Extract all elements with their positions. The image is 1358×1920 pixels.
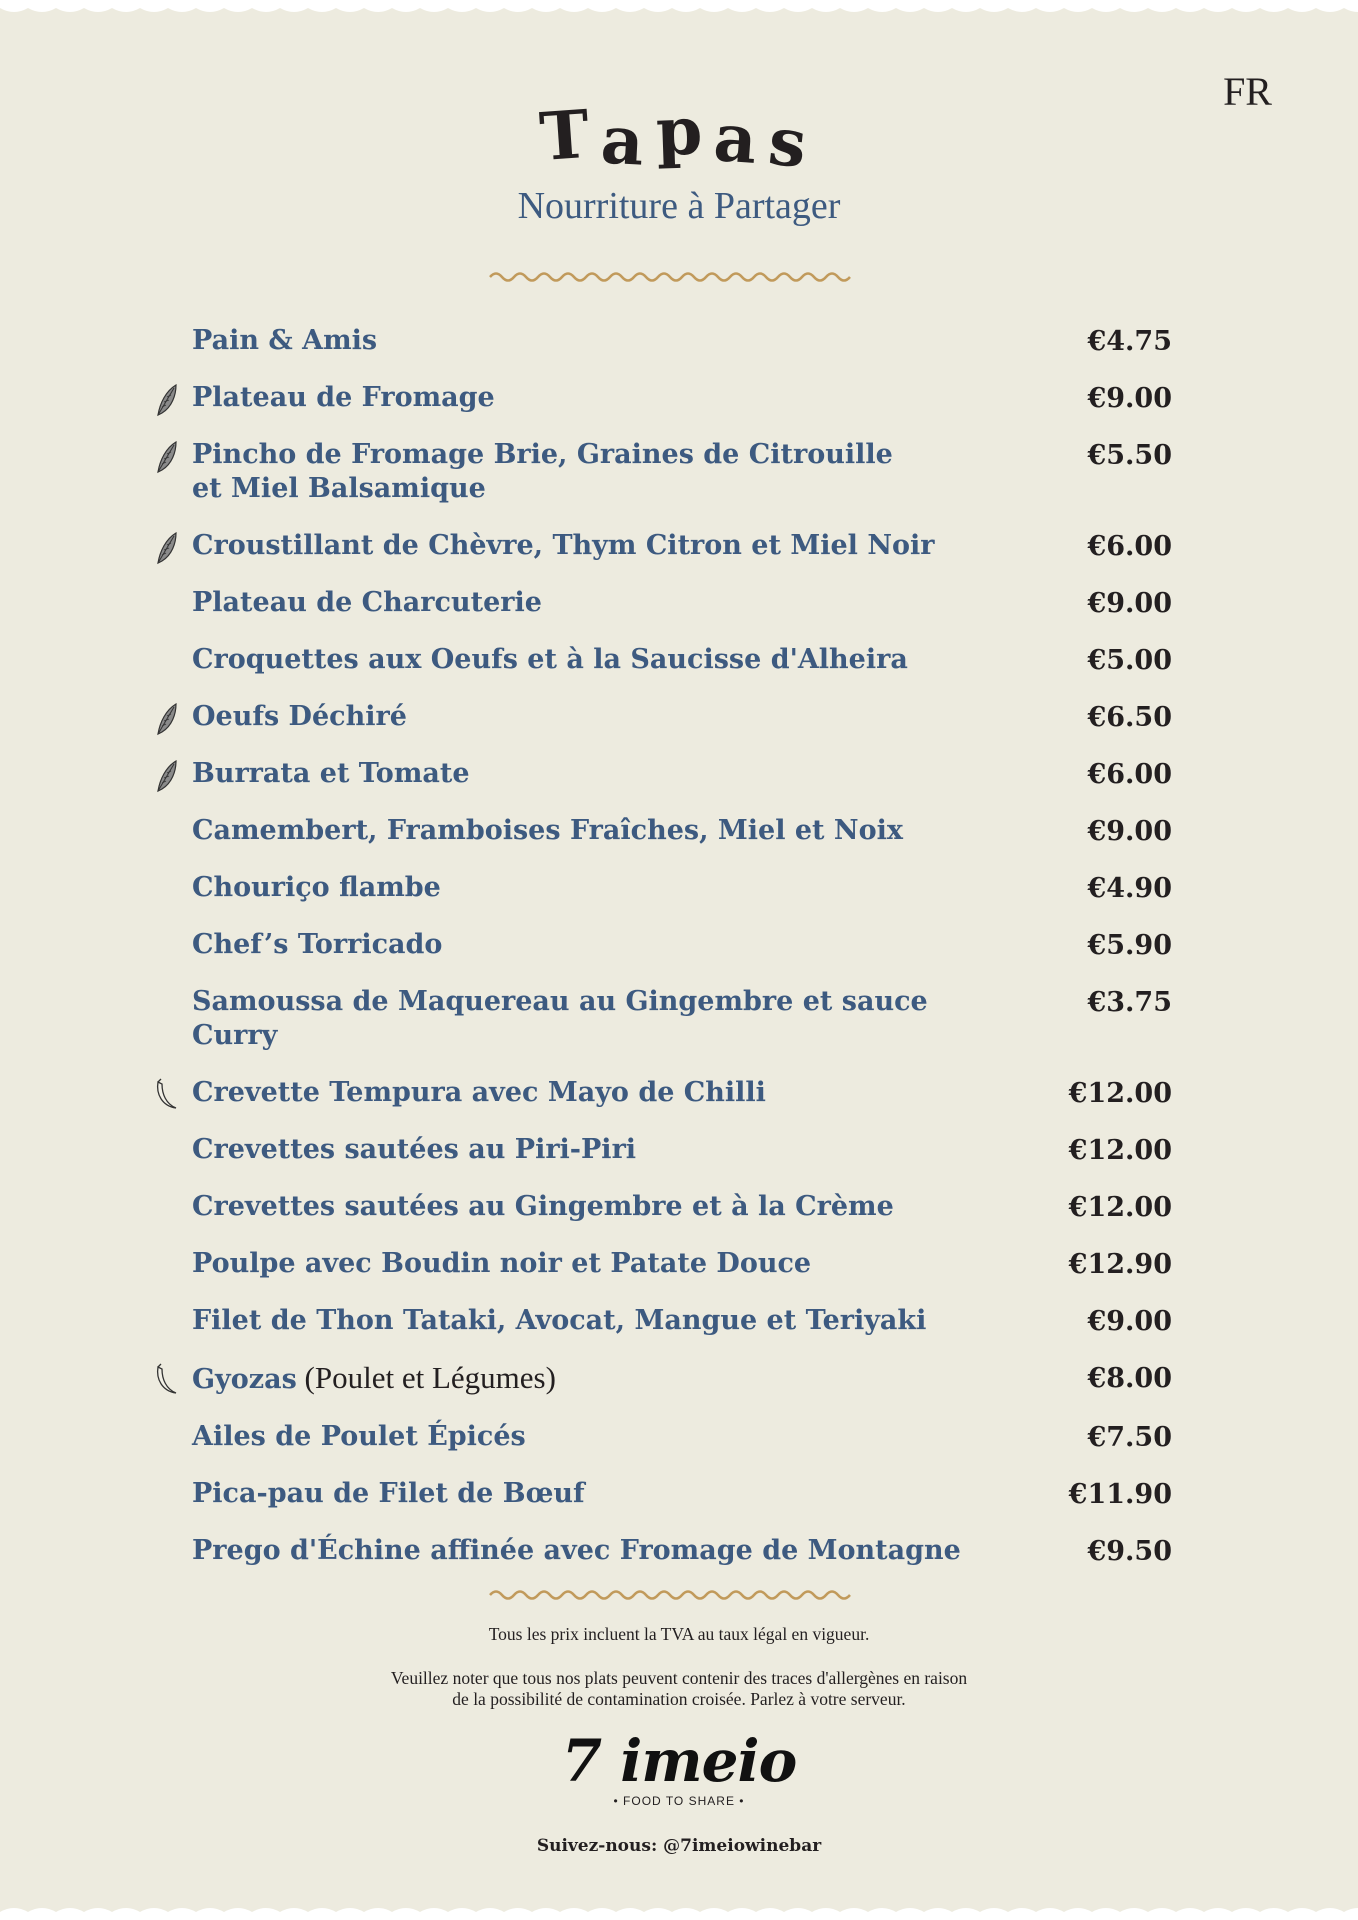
menu-item-name: Crevette Tempura avec Mayo de Chilli: [192, 1077, 766, 1108]
menu-item: [150, 1471, 1172, 1528]
menu-item-price: €12.90: [1068, 1249, 1172, 1280]
menu-item-name: Pincho de Fromage Brie, Graines de Citrouille et Miel Balsamique: [192, 439, 893, 504]
menu-item-name: Croustillant de Chèvre, Thym Citron et Miel Noir: [192, 530, 935, 561]
menu-item-name: Croquettes aux Oeufs et à la Saucisse d'Alheira: [192, 644, 908, 675]
allergen-note-line-1: Veuillez noter que tous nos plats peuvent contenir des traces d'allergènes en raison: [390, 1668, 968, 1688]
menu-item-price: €6.00: [1087, 759, 1172, 790]
menu-item-price: €12.00: [1068, 1078, 1172, 1109]
menu-item: [150, 865, 1172, 922]
menu-item-price: €5.50: [1087, 440, 1172, 471]
menu-item: [150, 1414, 1172, 1471]
menu-item-price: €9.00: [1087, 1306, 1172, 1337]
menu-item: [150, 375, 1172, 432]
menu-item: [150, 808, 1172, 865]
menu-item-name: Crevettes sautées au Gingembre et à la Crème: [192, 1191, 894, 1222]
menu-item-name: Oeufs Déchiré: [192, 701, 407, 732]
vat-note: Tous les prix incluent la TVA au taux légal en vigueur.: [488, 1624, 870, 1644]
menu-item-price: €9.50: [1087, 1536, 1172, 1567]
menu-item-price: €9.00: [1087, 383, 1172, 414]
menu-item: [150, 637, 1172, 694]
menu-item: [150, 1355, 1172, 1414]
top-divider: [488, 268, 874, 286]
menu-item: [150, 1528, 1172, 1585]
menu-item-name: Plateau de Fromage: [192, 382, 495, 413]
menu-item: [150, 922, 1172, 979]
menu-item-name: Pain & Amis: [192, 325, 378, 356]
logo-tagline: • FOOD TO SHARE •: [613, 1794, 745, 1808]
menu-item-name: Prego d'Échine affinée avec Fromage de Montagne: [192, 1535, 961, 1566]
menu-item-price: €7.50: [1087, 1422, 1172, 1453]
top-wavy-edge: [0, 0, 1358, 18]
menu-item-name: Filet de Thon Tataki, Avocat, Mangue et Teriyaki: [192, 1305, 927, 1336]
menu-item-name: Poulpe avec Boudin noir et Patate Douce: [192, 1248, 812, 1279]
leaf-icon: [154, 531, 180, 565]
bottom-divider: [488, 1586, 874, 1604]
title-letter: s: [764, 101, 822, 185]
leaf-icon: [154, 383, 180, 417]
title-letter: T: [537, 93, 604, 177]
social-handle: Suivez-nous: @7imeiowinebar: [536, 1836, 822, 1856]
menu-item-price: €6.00: [1087, 531, 1172, 562]
menu-item-price: €4.75: [1087, 326, 1172, 357]
menu-item-name: Samoussa de Maquereau au Gingembre et sauce Curry: [192, 986, 928, 1051]
menu-item-name: Ailes de Poulet Épicés: [192, 1421, 526, 1452]
menu-item: [150, 318, 1172, 375]
menu-item: [150, 1127, 1172, 1184]
chili-icon: [154, 1078, 180, 1112]
menu-item-name: Camembert, Framboises Fraîches, Miel et Noix: [192, 815, 903, 846]
menu-item-price: €11.90: [1068, 1479, 1172, 1510]
menu-item: [150, 1241, 1172, 1298]
menu-item-name: Crevettes sautées au Piri-Piri: [192, 1134, 637, 1165]
leaf-icon: [154, 702, 180, 736]
page-subtitle: Nourriture à Partager: [517, 185, 841, 227]
bottom-wavy-edge: [0, 1902, 1358, 1920]
menu-list: [150, 318, 1172, 1585]
menu-item: [150, 694, 1172, 751]
title-letter: a: [599, 100, 658, 182]
menu-item: [150, 523, 1172, 580]
menu-item: [150, 1184, 1172, 1241]
title-letter: a: [711, 98, 772, 180]
menu-item-price: €5.00: [1087, 645, 1172, 676]
menu-item-name: Chef’s Torricado: [192, 929, 443, 960]
menu-item-name: Gyozas (Poulet et Légumes): [192, 1360, 556, 1395]
language-label: FR: [1223, 69, 1272, 114]
menu-item: [150, 1298, 1172, 1355]
menu-item: [150, 979, 1172, 1070]
leaf-icon: [154, 759, 180, 793]
title-letter: p: [654, 91, 716, 171]
allergen-note-line-2: de la possibilité de contamination croisée. Parlez à votre serveur.: [452, 1689, 906, 1709]
menu-item-name: Burrata et Tomate: [192, 758, 470, 789]
menu-item-name: Chouriço flambe: [192, 872, 441, 903]
menu-item-name: Pica-pau de Filet de Bœuf: [192, 1478, 585, 1509]
menu-item: [150, 751, 1172, 808]
menu-item-detail: (Poulet et Légumes): [296, 1360, 556, 1395]
menu-item: [150, 580, 1172, 637]
menu-item-price: €12.00: [1068, 1135, 1172, 1166]
chili-icon: [154, 1363, 180, 1397]
menu-item-price: €9.00: [1087, 588, 1172, 619]
menu-item: [150, 432, 1172, 523]
menu-item-price: €3.75: [1087, 987, 1172, 1018]
menu-item-price: €8.00: [1087, 1363, 1172, 1394]
menu-item-price: €4.90: [1087, 873, 1172, 904]
brand-logo: [0, 1727, 1358, 1808]
logo-wordmark: 7 imeio: [561, 1727, 797, 1795]
menu-item-name: Plateau de Charcuterie: [192, 587, 542, 618]
menu-item: [150, 1070, 1172, 1127]
menu-item-price: €12.00: [1068, 1192, 1172, 1223]
menu-item-price: €9.00: [1087, 816, 1172, 847]
leaf-icon: [154, 440, 180, 474]
menu-item-price: €6.50: [1087, 702, 1172, 733]
menu-item-price: €5.90: [1087, 930, 1172, 961]
